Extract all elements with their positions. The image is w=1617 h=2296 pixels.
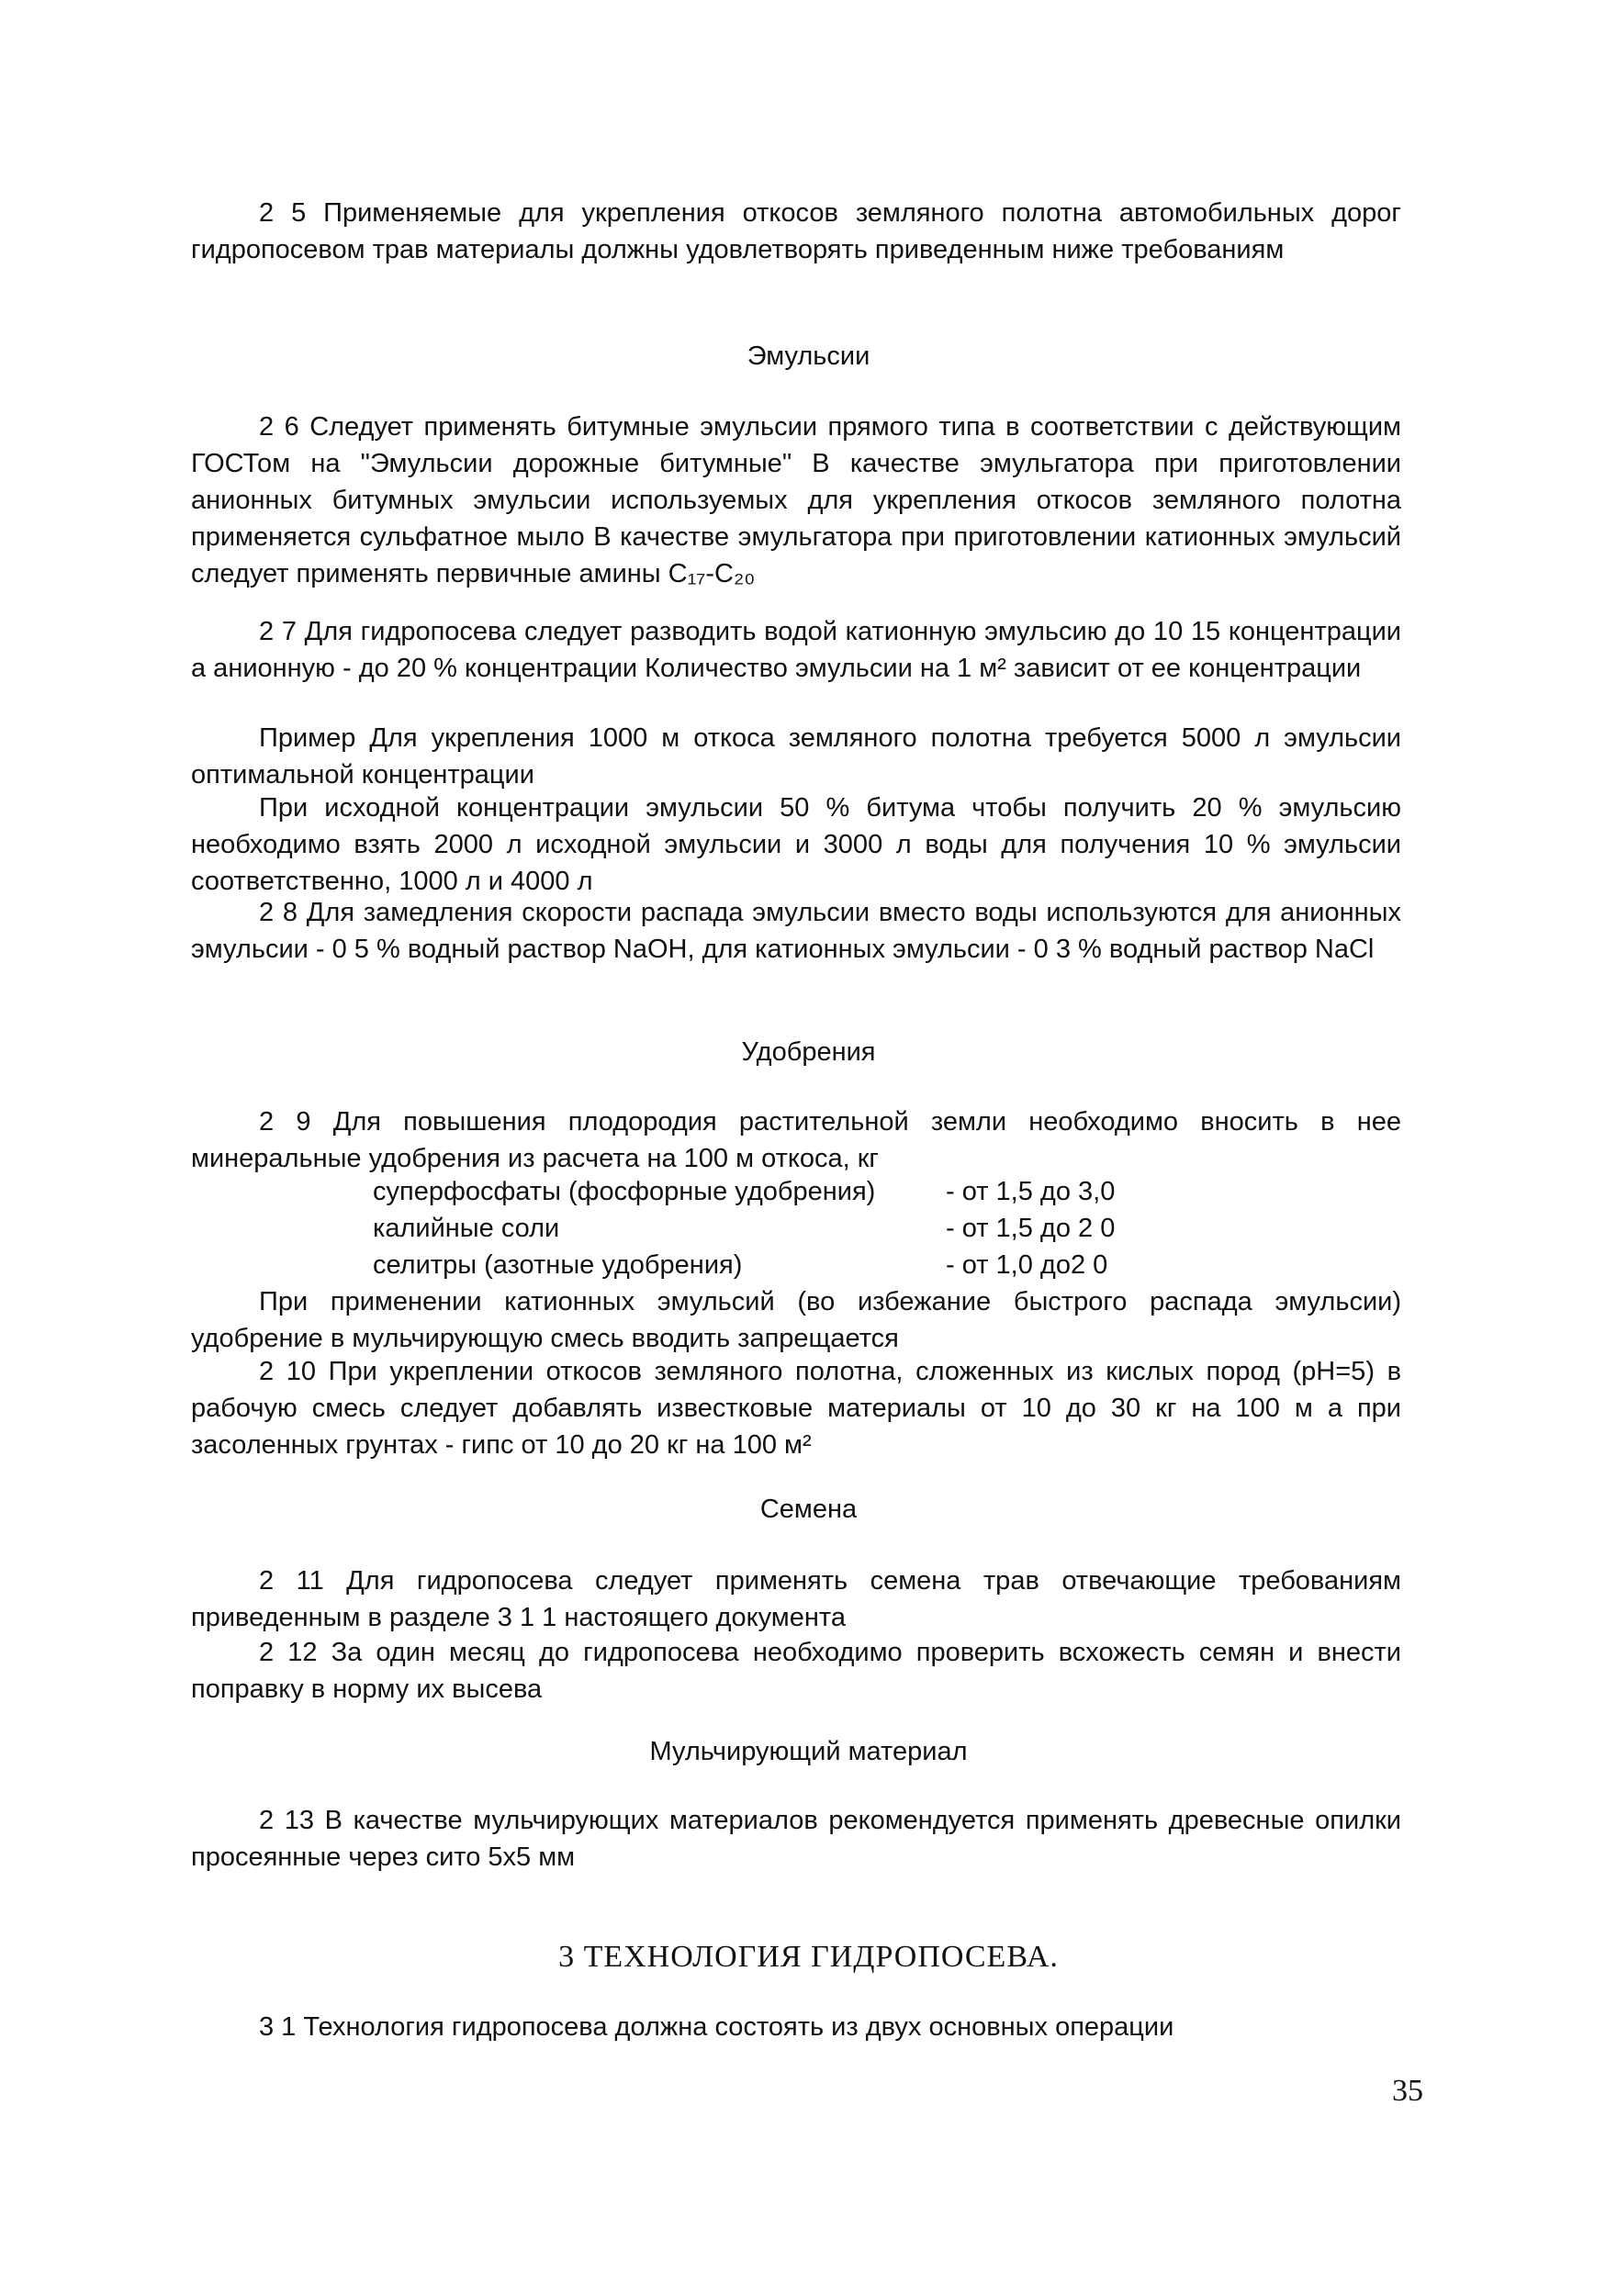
paragraph-example: Пример Для укрепления 1000 м откоса земляного полотна требуется 5000 л эмульсии оптимальной концентрации [191,723,1401,790]
heading-seeds: Семена [759,1495,858,1524]
paragraph-2-10: 2 10 При укреплении откосов земляного полотна, сложенных из кислых пород (pH=5) в рабочую смесь следует добавлять известковые материалы от 10 до 30 кг на 100 м а при засоленных грунтах - гипс от 10 до 20 кг на 100 м² [191,1357,1401,1460]
paragraph-2-11: 2 11 Для гидропосева следует применять семена трав отвечающие требованиям приведенным в разделе 3 1 1 настоящего документа [191,1566,1401,1632]
heading-fertilizers: Удобрения [741,1037,876,1067]
paragraph-2-9: 2 9 Для повышения плодородия растительной земли необходимо вносить в нее минеральные удобрения из расчета на 100 м откоса, кг [191,1107,1401,1173]
paragraph-3-1: 3 1 Технология гидропосева должна состоять из двух основных операции [259,2012,1174,2042]
paragraph-initial-concentration: При исходной концентрации эмульсии 50 % битума чтобы получить 20 % эмульсию необходимо взять 2000 л исходной эмульсии и 3000 л воды для получения 10 % эмульсии соответственно, 1000 л и 4000 л [191,793,1401,896]
fertilizer-row [373,1210,1199,1247]
fertilizer-row [373,1173,1199,1210]
fertilizer-amount: - от 1,5 до 3,0 [946,1177,1116,1206]
page-number: 35 [1392,2074,1423,2108]
fertilizer-name: суперфосфаты (фосфорные удобрения) [373,1177,876,1206]
heading-mulch: Мульчирующий материал [649,1737,968,1766]
section-3-heading: 3 ТЕХНОЛОГИЯ ГИДРОПОСЕВА. [558,1940,1059,1974]
fertilizer-amount: - от 1,5 до 2 0 [946,1214,1116,1243]
paragraph-2-6: 2 6 Следует применять битумные эмульсии прямого типа в соответствии с действующим ГОСТом на "Эмульсии дорожные битумные" В качестве эмульгатора при приготовлении анионных битумных эмульсии используемых для укрепления откосов земляного полотна применяется сульфатное мыло В качестве эмульгатора при приготовлении катионных эмульсий следует применять первичные амины C₁₇-C₂₀ [191,412,1401,588]
fertilizer-amount: - от 1,0 до2 0 [946,1250,1108,1280]
fertilizer-name: селитры (азотные удобрения) [373,1250,743,1280]
paragraph-2-5: 2 5 Применяемые для укрепления откосов земляного полотна автомобильных дорог гидропосевом трав материалы должны удовлетворять приведенным ниже требованиям [191,198,1401,264]
paragraph-2-12: 2 12 За один месяц до гидропосева необходимо проверить всхожесть семян и внести поправку в норму их высева [191,1638,1401,1704]
paragraph-2-13: 2 13 В качестве мульчирующих материалов рекомендуется применять древесные опилки просеянные через сито 5х5 мм [191,1806,1401,1872]
paragraph-cationic-fertilizer: При применении катионных эмульсий (во избежание быстрого распада эмульсии) удобрение в мульчирующую смесь вводить запрещается [191,1287,1401,1353]
fertilizer-row [373,1247,1199,1283]
paragraph-2-7: 2 7 Для гидропосева следует разводить водой катионную эмульсию до 10 15 концентрации а анионную - до 20 % концентрации Количество эмульсии на 1 м² зависит от ее концентрации [191,617,1401,683]
heading-emulsions: Эмульсии [747,342,870,371]
fertilizer-name: калийные соли [373,1214,560,1243]
paragraph-2-8: 2 8 Для замедления скорости распада эмульсии вместо воды используются для анионных эмульсии - 0 5 % водный раствор NaOH, для катионных эмульсии - 0 3 % водный раствор NaCl [191,898,1401,964]
